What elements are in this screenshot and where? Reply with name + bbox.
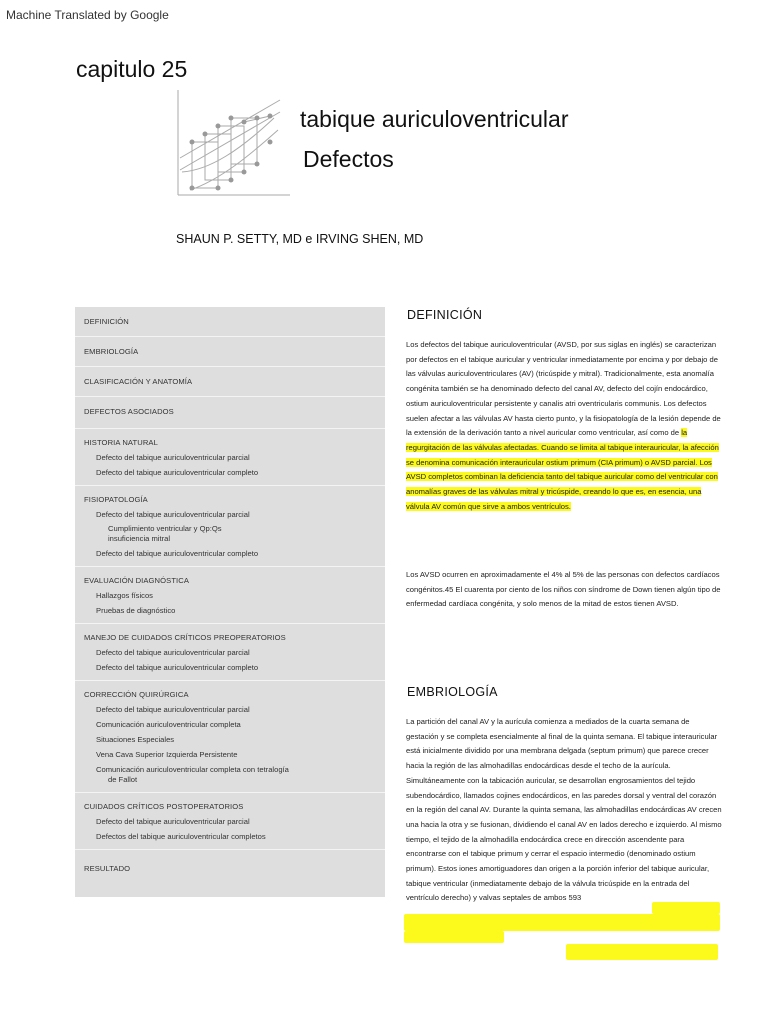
authors: SHAUN P. SETTY, MD e IRVING SHEN, MD [176, 232, 424, 246]
toc-heading[interactable]: FISIOPATOLOGÍA [84, 495, 148, 504]
toc-section[interactable] [75, 793, 385, 850]
toc-item[interactable]: Cumplimiento ventricular y Qp:Qs [108, 524, 222, 533]
toc-item[interactable]: Defecto del tabique auriculoventricular parcial [96, 510, 250, 519]
toc-item[interactable]: Defecto del tabique auriculoventricular parcial [96, 453, 250, 462]
definicion-text: Los defectos del tabique auriculoventricular (AVSD, por sus siglas en inglés) se caracterizan por defectos en el tabique auricular y ventricular inmediatamente por encima y por debajo de las válvulas auriculoventriculares (AV) (tricúspide y mitral). Tradicionalmente, esta anomalía congénita también se ha denominado defecto del canal AV, defecto del cojín endocárdico, ostium auriculoventricular persistente y canalis atri oventricularis communis. Los defectos suelen afectar a las válvulas AV hasta cierto punto, y la fisiopatología de la lesión depende de la extensión de la derivación tanto a nivel auricular como ventricular, así como de [406, 340, 721, 438]
toc-heading[interactable]: EVALUACIÓN DIAGNÓSTICA [84, 576, 190, 585]
toc-heading[interactable]: CLASIFICACIÓN Y ANATOMÍA [84, 377, 193, 386]
highlight-mark [404, 931, 504, 943]
chapter-title-line2: Defectos [303, 146, 394, 172]
toc-item[interactable]: Hallazgos físicos [96, 591, 153, 600]
toc-heading[interactable]: HISTORIA NATURAL [84, 438, 158, 447]
chapter-label: capitulo 25 [76, 56, 188, 82]
toc-item[interactable]: Defecto del tabique auriculoventricular completo [96, 468, 259, 477]
definicion-paragraph-1 [406, 338, 722, 514]
table-of-contents [75, 307, 385, 897]
toc-item[interactable]: Comunicación auriculoventricular completa con tetralogía [96, 765, 289, 774]
toc-heading[interactable]: EMBRIOLOGÍA [84, 347, 139, 356]
toc-heading[interactable]: CORRECCIÓN QUIRÚRGICA [84, 690, 189, 699]
toc-heading[interactable]: DEFECTOS ASOCIADOS [84, 407, 174, 416]
toc-section[interactable] [75, 681, 385, 793]
toc-item[interactable]: Pruebas de diagnóstico [96, 606, 176, 615]
section-heading-embriologia: EMBRIOLOGÍA [407, 685, 498, 699]
section-heading-definicion: DEFINICIÓN [407, 308, 483, 322]
chapter-title-line1: tabique auriculoventricular [300, 106, 569, 132]
toc-item[interactable]: Defecto del tabique auriculoventricular parcial [96, 648, 250, 657]
toc-section[interactable] [75, 307, 385, 337]
toc-item[interactable]: Defecto del tabique auriculoventricular completo [96, 663, 259, 672]
toc-section[interactable] [75, 486, 385, 567]
toc-item[interactable]: Defecto del tabique auriculoventricular parcial [96, 817, 250, 826]
toc-item[interactable]: Situaciones Especiales [96, 735, 175, 744]
highlight-mark [404, 914, 720, 931]
toc-heading[interactable]: DEFINICIÓN [84, 317, 129, 326]
toc-section[interactable] [75, 367, 385, 397]
toc-section[interactable] [75, 397, 385, 429]
toc-section[interactable] [75, 429, 385, 486]
chapter-graph-logo [170, 80, 295, 205]
toc-heading[interactable]: MANEJO DE CUIDADOS CRÍTICOS PREOPERATORIOS [84, 633, 286, 642]
toc-section[interactable] [75, 624, 385, 681]
toc-item[interactable]: Defectos del tabique auriculoventricular completos [96, 832, 266, 841]
toc-section[interactable] [75, 850, 385, 881]
definicion-paragraph-2: Los AVSD ocurren en aproximadamente el 4% al 5% de las personas con defectos cardíacos congénitos.45 El cuarenta por ciento de los niños con síndrome de Down tienen algún tipo de enfermedad cardíaca congénita, y solo menos de la mitad de estos tienen AVSD. [406, 570, 721, 609]
translation-banner: Machine Translated by Google [6, 8, 169, 22]
toc-item[interactable]: Comunicación auriculoventricular completa [96, 720, 241, 729]
toc-heading[interactable]: CUIDADOS CRÍTICOS POSTOPERATORIOS [84, 802, 244, 811]
toc-item[interactable]: Defecto del tabique auriculoventricular completo [96, 549, 259, 558]
embriologia-paragraph-1: La partición del canal AV y la aurícula comienza a mediados de la cuarta semana de gestación y se completa esencialmente al final de la quinta semana. El tabique interauricular está inicialmente dividido por una membrana delgada (septum primum) que parece crecer hacia la región de las almohadillas endocárdicas desde el techo de la aurícula. Simultáneamente con la tabicación auricular, se desarrollan engrosamientos del tejido subendocárdico, llamados cojines endocárdicos, en las paredes dorsal y ventral del corazón en la región del canal AV. Durante la quinta semana, las almohadillas endocárdicas AV crecen una hacia la otra y se fusionan, dividiendo el canal AV en lados derecho e izquierdo. Al mismo tiempo, el tejido de la almohadilla endocárdica crece en dirección ascendente para encontrarse con el tabique primum y cerrar el espacio intermedio (denominado ostium primum). Estos iones amortiguadores dan origen a la porción inferior del tabique auricular, tabique ventricular (inmediatamente debajo de la válvula tricúspide en la entrada del ventrículo derecho) y valvas septales de ambos 593 [406, 717, 722, 903]
toc-item[interactable]: Defecto del tabique auriculoventricular parcial [96, 705, 250, 714]
toc-item[interactable]: insuficiencia mitral [108, 534, 171, 543]
toc-item[interactable]: Vena Cava Superior Izquierda Persistente [96, 750, 238, 759]
toc-section[interactable] [75, 337, 385, 367]
toc-item[interactable]: de Fallot [108, 775, 138, 784]
toc-heading[interactable]: RESULTADO [84, 864, 131, 873]
highlight-mark [652, 902, 720, 914]
highlight-mark [566, 944, 718, 960]
toc-section[interactable] [75, 567, 385, 624]
highlighted-text: la regurgitación de las válvulas afectadas. Cuando se limita al tabique interauricular, la afección se denomina comunicación interauricular ostium primum (CIA primum) o AVSD parcial. Los AVSD completos combinan la deficiencia tanto del tabique auricular como del ventricular con anomalías graves de las válvulas mitral y tricúspide, creando lo que es, en esencia, una válvula AV común que sirve a ambos ventrículos. [406, 428, 719, 511]
